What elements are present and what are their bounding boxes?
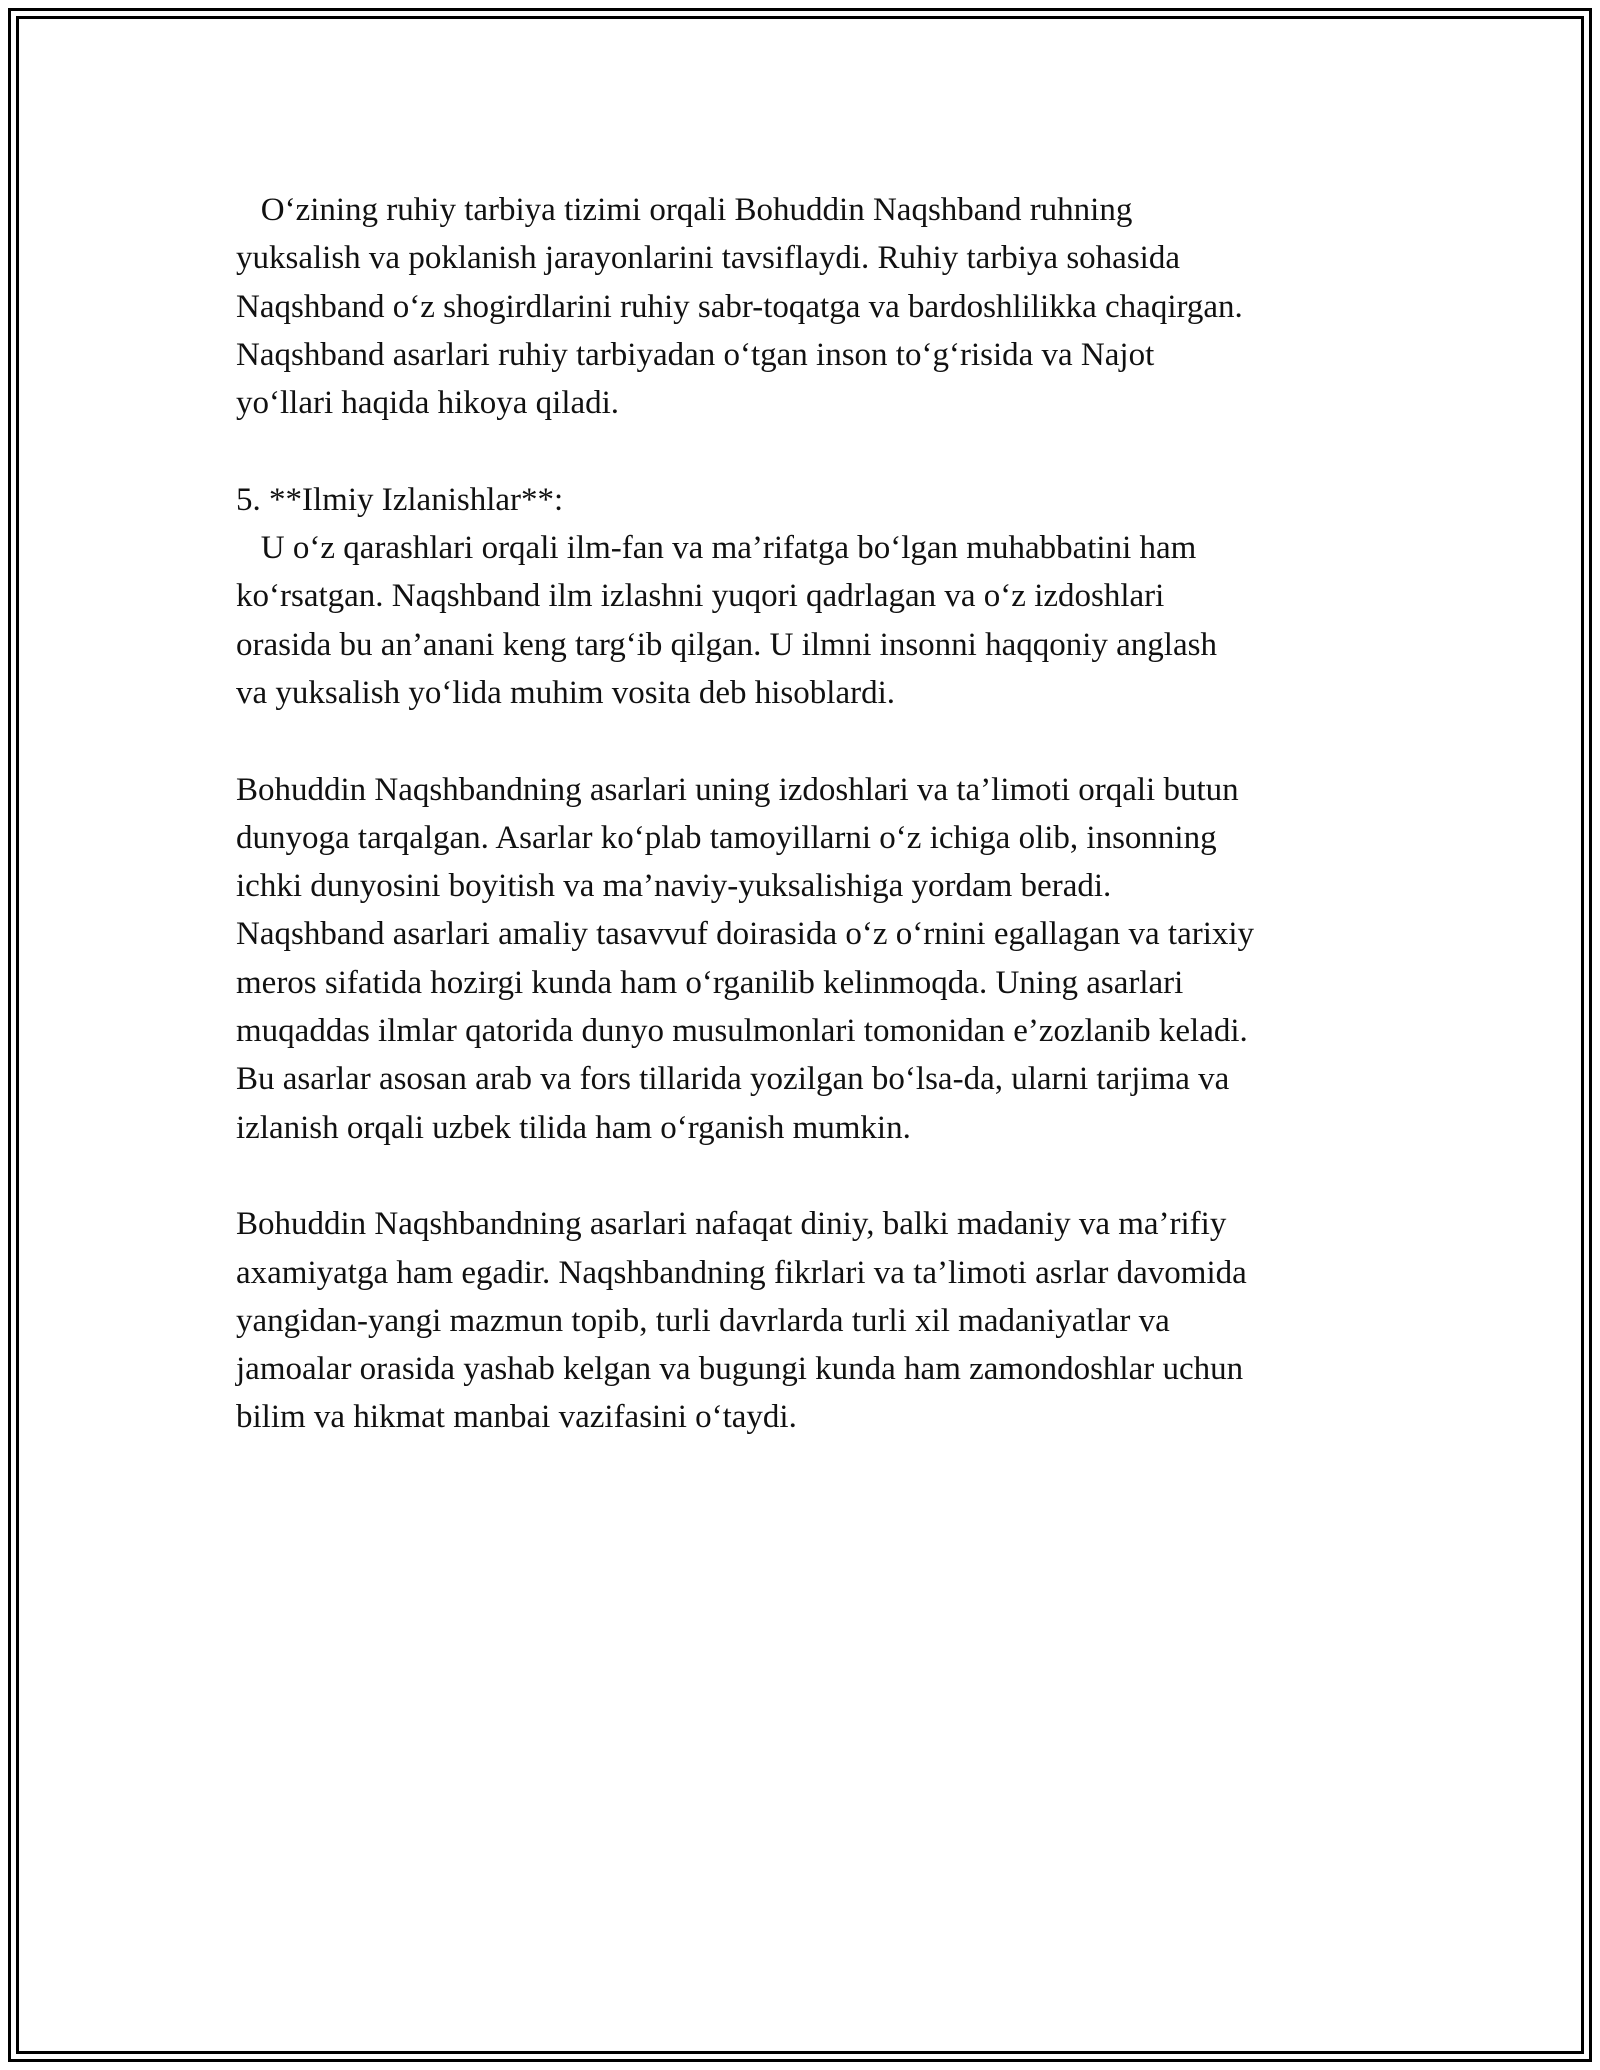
text-line: dunyoga tarqalgan. Asarlar ko‘plab tamoyillarni o‘z ichiga olib, insonning — [236, 819, 1217, 856]
text-line: muqaddas ilmlar qatorida dunyo musulmonlari tomonidan e’zozlanib keladi. — [236, 1013, 1248, 1050]
text-line: yo‘llari haqida hikoya qiladi. — [236, 385, 620, 422]
paragraph-gap — [236, 427, 1376, 475]
text-line: yuksalish va poklanish jarayonlarini tavsiflaydi. Ruhiy tarbiya sohasida — [236, 240, 1180, 277]
text-line: axamiyatga ham egadir. Naqshbandning fikrlari va ta’limoti asrlar davomida — [236, 1254, 1247, 1291]
document-body — [236, 186, 1376, 1442]
text-line: ichki dunyosini boyitish va ma’naviy-yuksalishiga yordam beradi. — [236, 868, 1112, 905]
text-line: Bu asarlar asosan arab va fors tillarida yozilgan bo‘lsa-da, ularni tarjima va — [236, 1061, 1230, 1098]
text-line: Bohuddin Naqshbandning asarlari uning izdoshlari va ta’limoti orqali butun — [236, 771, 1239, 808]
text-line: va yuksalish yo‘lida muhim vosita deb hisoblardi. — [236, 674, 896, 711]
paragraph-cultural-significance — [236, 1200, 1376, 1441]
text-line: orasida bu an’anani keng targ‘ib qilgan. U ilmni insonni haqqoniy anglash — [236, 626, 1217, 663]
text-line: O‘zining ruhiy tarbiya tizimi orqali Bohuddin Naqshband ruhning — [236, 192, 1133, 228]
text-line: Naqshband asarlari amaliy tasavvuf doirasida o‘z o‘rnini egallagan va tarixiy — [236, 916, 1255, 953]
text-line: meros sifatida hozirgi kunda ham o‘rganilib kelinmoqda. Uning asarlari — [236, 964, 1184, 1001]
text-line: U o‘z qarashlari orqali ilm-fan va ma’rifatga bo‘lgan muhabbatini ham — [236, 530, 1197, 567]
paragraph-gap — [236, 717, 1376, 765]
paragraph-spiritual-training — [236, 186, 1376, 427]
text-line: Naqshband o‘z shogirdlarini ruhiy sabr-toqatga va bardoshlilikka chaqirgan. — [236, 288, 1243, 325]
text-line: ko‘rsatgan. Naqshband ilm izlashni yuqori qadrlagan va o‘z izdoshlari — [236, 578, 1165, 615]
paragraph-works-spread — [236, 766, 1376, 1152]
text-line: jamoalar orasida yashab kelgan va bugungi kunda ham zamondoshlar uchun — [236, 1351, 1244, 1388]
text-line: izlanish orqali uzbek tilida ham o‘rganish mumkin. — [236, 1109, 911, 1146]
text-line: Naqshband asarlari ruhiy tarbiyadan o‘tgan inson to‘g‘risida va Najot — [236, 336, 1155, 373]
text-line: Bohuddin Naqshbandning asarlari nafaqat diniy, balki madaniy va ma’rifiy — [236, 1206, 1227, 1243]
paragraph-scientific-research — [236, 524, 1376, 717]
paragraph-gap — [236, 1152, 1376, 1200]
text-line: yangidan-yangi mazmun topib, turli davrlarda turli xil madaniyatlar va — [236, 1302, 1170, 1339]
text-line: bilim va hikmat manbai vazifasini o‘taydi. — [236, 1399, 797, 1436]
section-heading: 5. **Ilmiy Izlanishlar**: — [236, 481, 564, 518]
